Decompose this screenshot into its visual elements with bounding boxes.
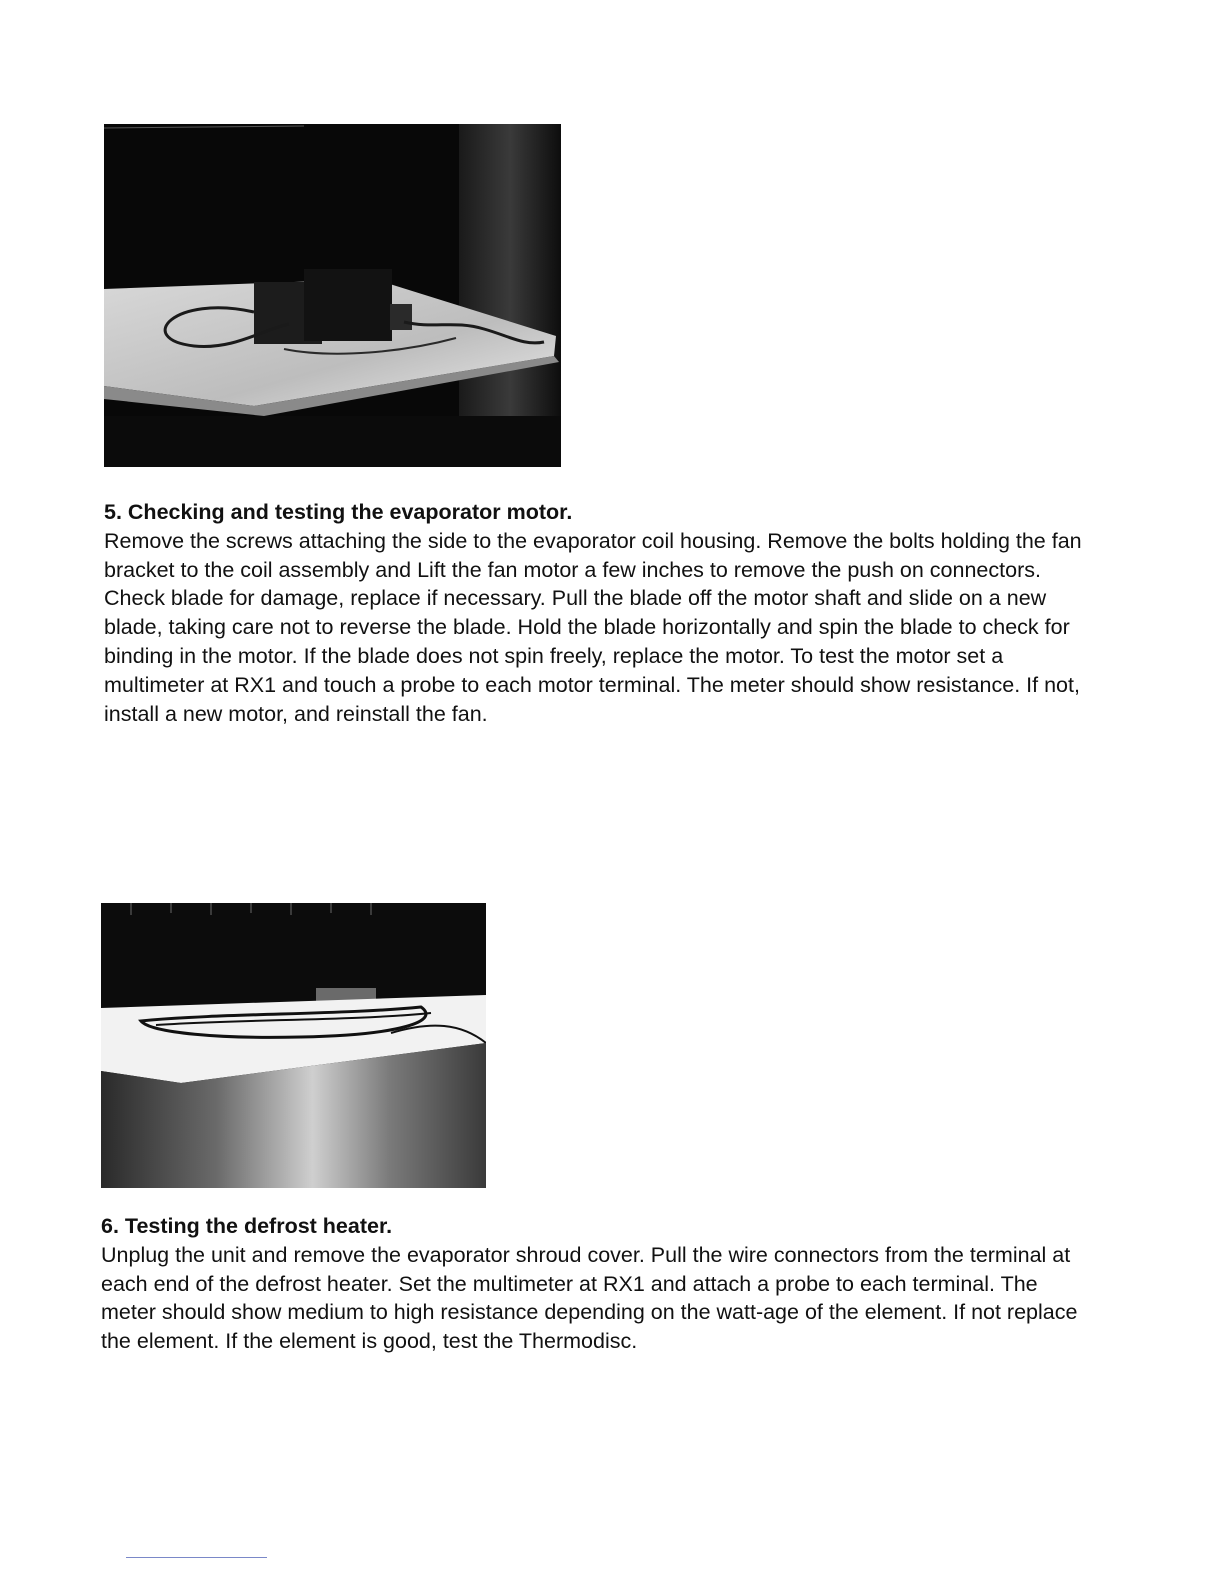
evaporator-motor-image	[104, 124, 561, 467]
footnote-divider	[126, 1557, 267, 1558]
defrost-heater-image	[101, 903, 486, 1188]
section-evaporator-motor	[104, 498, 1084, 728]
evaporator-motor-photo	[104, 124, 561, 467]
section-body: Remove the screws attaching the side to the evaporator coil housing. Remove the bolts holding the fan bracket to the coil assembly and Lift the fan motor a few inches to remove the push on connectors. Check blade for damage, replace if necessary. Pull the blade off the motor shaft and slide on a new blade, taking care not to reverse the blade. Hold the blade horizontally and spin the blade to check for binding in the motor. If the blade does not spin freely, replace the motor. To test the motor set a multimeter at RX1 and touch a probe to each motor terminal. The meter should show resistance. If not, install a new motor, and reinstall the fan.	[104, 528, 1082, 726]
section-heading: 5. Checking and testing the evaporator motor.	[104, 500, 573, 524]
section-body: Unplug the unit and remove the evaporator shroud cover. Pull the wire connectors from the terminal at each end of the defrost heater. Set the multimeter at RX1 and attach a probe to each terminal. The meter should show medium to high resistance depending on the watt-age of the element. If not replace the element. If the element is good, test the Thermodisc.	[101, 1242, 1078, 1354]
section-defrost-heater	[101, 1212, 1081, 1356]
section-heading: 6. Testing the defrost heater.	[101, 1214, 393, 1238]
defrost-heater-photo	[101, 903, 486, 1188]
